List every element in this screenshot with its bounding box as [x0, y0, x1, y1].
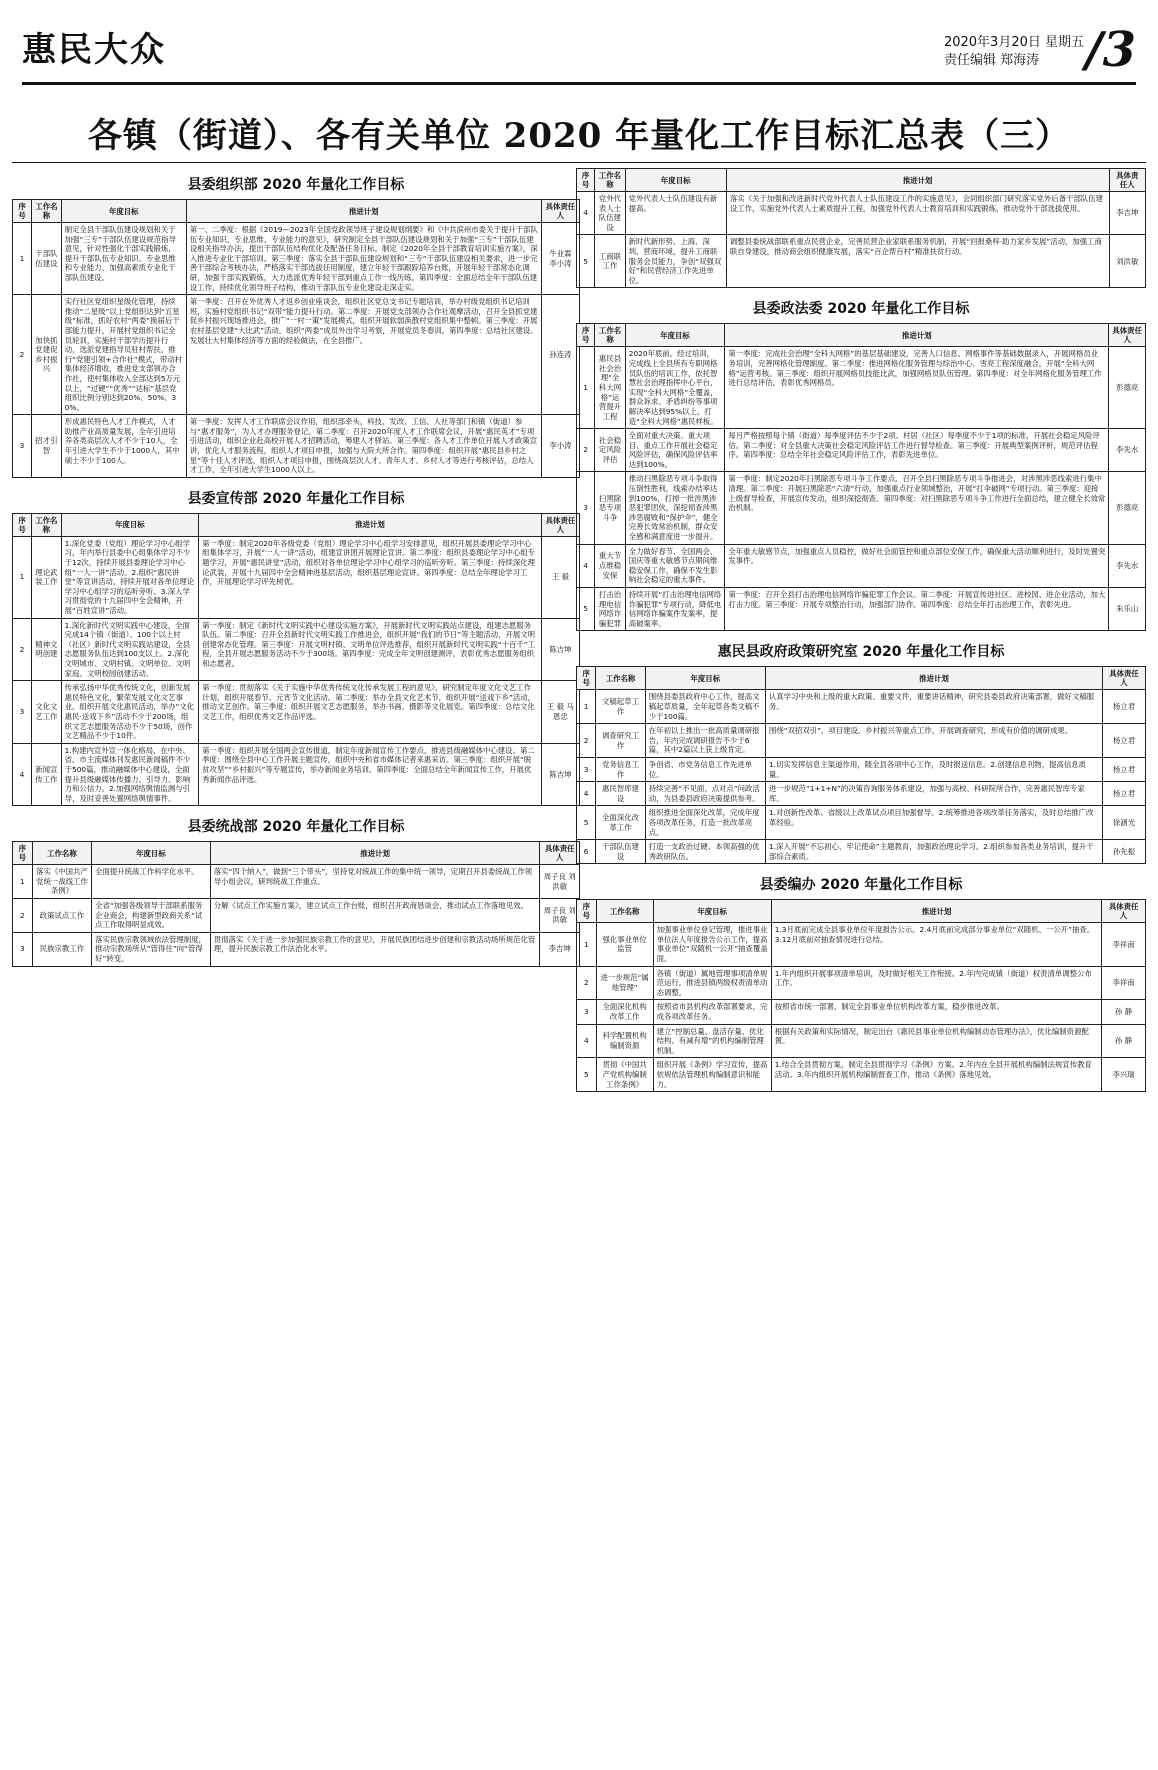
progress-plan: 落实“四个纳入”，做到“三个带头”，坚持党对统战工作的集中统一领导，定期召开县委统战工作领导小组会议，研判统战工作重点。: [210, 865, 540, 899]
column-header: 推进计划: [210, 842, 540, 865]
progress-plan: 贯彻落实《关于进一步加强民族宗教工作的意见》，开展民族团结进步创建和宗教活动场所规范化管理，提升民族宗教工作法治化水平。: [210, 932, 540, 966]
column-header: 工作名称: [595, 169, 625, 192]
row-number: 4: [577, 544, 595, 587]
responsible-person: 杨立君: [1103, 724, 1146, 758]
row-number: 1: [13, 536, 32, 618]
progress-plan: 第一季度：完成社会治理“全科大网格”的基层基础建设，完善人口信息、网格事件等基础数据录入，开展网格员业务培训，完善网格化管理制度。第二季度：推进网格化服务管理与综治中心、雪亮工程深度融合，开展“全科大网格”运营考核。第三季度：组织开展网格员技能比武，加强网格员队伍管理。第四季度：对全年网格化服务管理工作进行总结评估，表彰优秀网格员。: [725, 347, 1109, 429]
annual-goal: 组织开展《条例》学习宣传，提高依规依法管理机构编制意识和能力。: [653, 1058, 771, 1092]
targets-table: [12, 513, 580, 806]
progress-plan: 按照省市统一部署，制定全县事业单位机构改革方案，稳步推进改革。: [771, 1000, 1101, 1024]
task-name: 科学配置机构编制资源: [596, 1024, 653, 1058]
row-number: 2: [13, 295, 32, 415]
section-title: 县委组织部 2020 年量化工作目标: [187, 177, 405, 193]
progress-plan: 认真学习中央和上级的重大政策、重要文件，重要讲话精神，研究县委县政府决策部署，做好文稿服务。: [765, 690, 1102, 724]
row-number: 3: [577, 472, 595, 544]
column-header: 年度目标: [653, 900, 771, 923]
row-number: 5: [577, 806, 596, 840]
task-name: 全面深化改革工作: [596, 806, 645, 840]
targets-table: [576, 666, 1146, 864]
row-number: 1: [577, 347, 595, 429]
table-row: [13, 295, 580, 415]
row-number: 2: [13, 618, 32, 681]
column-header: 具体责任人: [540, 842, 580, 865]
task-name: 文化文艺工作: [32, 681, 62, 744]
annual-goal: 新时代新形势、上海、深圳、营商环境，提升工商联服务会员能力，争创“双强双好”和民营经济工作先进单位。: [625, 235, 726, 288]
annual-goal: 推动扫黑除恶专项斗争取得压倒性胜利，线索办结率达到100%，打掉一批涉黑涉恶犯罪团伙，深挖彻查涉黑涉恶腐败和“保护伞”，健全完善长效常治机制，群众安全感和满意度进一步提升。: [625, 472, 725, 544]
table-row: [13, 932, 580, 966]
responsible-person: 彭德亮: [1109, 472, 1146, 544]
table-row: [13, 681, 580, 744]
row-number: 3: [577, 1000, 597, 1024]
task-name: 惠民智库建设: [596, 782, 645, 806]
task-name: 落实《中国共产党统一战线工作条例》: [32, 865, 91, 899]
progress-plan: 第一季度：召开在外优秀人才返乡创业座谈会，组织社区党总支书记专题培训，举办村级党组织书记培训班，实施村党组织书记“双带”能力提升行动。第二季度：开展党支部领办合作社观摩活动，召开全县抓党建促乡村振兴现场推进会，推广“一村一策”发展模式，组织开展软弱涣散村党组织集中整顿。第三季度：开展农村基层党建“大比武”活动，组织“两委”成员外出学习考察，开展党员冬春训。第四季度：总结社区建设、发展壮大村集体经济等方面的经验做法，在全县推广。: [186, 295, 541, 415]
responsible-person: 王 毅: [541, 536, 579, 618]
annual-goal: 全省“加强各级领导干部联系服务企业商会，构建新型政商关系”试点工作取得明显成效。: [92, 899, 211, 933]
column-header: 年度目标: [61, 200, 186, 223]
annual-goal: 持续完善“不见面、点对点”问政活动，为县委县政府决策提供参考。: [645, 782, 765, 806]
table-row: [577, 690, 1146, 724]
task-name: 贯彻《中国共产党机构编制工作条例》: [596, 1058, 653, 1092]
annual-goal: 2020年底前，经过培训，完成线上全县所有专职网格员队伍的培训工作，依托智慧社会治理指挥中心平台，实现“全科大网格”全覆盖，群众诉求、矛盾纠纷等事项解决率达到95%以上，打造“全科大网格”惠民样板。: [625, 347, 725, 429]
responsible-person: 李祥南: [1102, 966, 1146, 1000]
column-header: 具体责任人: [541, 513, 579, 536]
page-number: /3: [1085, 22, 1136, 78]
progress-plan: 第一季度：制定《新时代文明实践中心建设实施方案》，开展新时代文明实践站点建设，组建志愿服务队伍。第二季度：召开全县新时代文明实践工作推进会，组织开展“我们的节日”等主题活动，开展文明创建常态化管理。第三季度：开展文明村镇、文明单位评选推荐，组织开展新时代文明实践“十百千”工程，全县开展志愿服务活动不少于300场。第四季度：完成全年文明创建测评，表彰优秀志愿服务组织和志愿者。: [199, 618, 542, 681]
column-header: 序号: [13, 200, 32, 223]
annual-goal: 打造一支政治过硬、本领高强的优秀政研队伍。: [645, 840, 765, 864]
table-row: [577, 544, 1146, 587]
progress-plan: 第一季度：组织开展全国两会宣传报道，制定年度新闻宣传工作要点，推进县级融媒体中心建设。第二季度：围绕全县中心工作开展主题宣传，组织中央和省市媒体记者来惠采访。第三季度：组织开展“脱贫攻坚”“乡村振兴”等专题宣传，举办新闻业务培训。第四季度：全面总结全年新闻宣传工作，开展优秀新闻作品评选。: [199, 743, 542, 806]
progress-plan: 每月严格按照每个镇（街道）每季度评估不少于2项、村居（社区）每季度不少于1项的标准，开展社会稳定风险评估。第二季度：对全县重大决策社会稳定风险评估工作进行督导检查。第三季度：开展典型案例评析，规范评估程序。第四季度：总结全年社会稳定风险评估工作，表彰先进单位。: [725, 429, 1109, 472]
annual-goal: 争创省、市党务信息工作先进单位。: [645, 757, 765, 781]
task-name: 干部队伍建设: [596, 840, 645, 864]
table-row: [577, 347, 1146, 429]
progress-plan: 围绕“双招双引”、项目建设、乡村振兴等重点工作，开展调查研究，形成有价值的调研成果。: [765, 724, 1102, 758]
targets-table: [12, 199, 580, 478]
responsible-person: 彭德亮: [1109, 347, 1146, 429]
annual-goal: 各镇（街道）属地管理事项清单规范运行，推进县镇两级权责清单动态调整。: [653, 966, 771, 1000]
responsible-person: 刘洪敏: [1109, 235, 1145, 288]
section-title: 惠民县政府政策研究室 2020 年量化工作目标: [717, 644, 1005, 661]
column-header: 序号: [13, 842, 33, 865]
table-row: [13, 415, 580, 478]
annual-goal: 建立“控制总量、盘活存量、优化结构、有减有增”的机构编制管理机制。: [653, 1024, 771, 1058]
task-name: 调查研究工作: [596, 724, 645, 758]
responsible-person: 李小涛: [541, 415, 579, 478]
annual-goal: 组织推进全面深化改革，完成年度各项改革任务，打造一批改革亮点。: [645, 806, 765, 840]
annual-goal: 1.深化党委（党组）理论学习中心组学习，年内举行县委中心组集体学习不少于12次，持续开展县委理论学习中心组“一人一讲”活动。2.组织“惠民讲堂”等宣讲活动，持续开展对各单位理论学习中心组学习的巡听旁听。3.深入学习贯彻党的十九届四中全会精神，开展“百姓宣讲”活动。: [61, 536, 199, 618]
task-name: 新闻宣传工作: [32, 743, 62, 806]
column-header: 具体责任人: [541, 200, 579, 223]
row-number: 4: [577, 1024, 597, 1058]
table-row: [577, 966, 1146, 1000]
row-number: 1: [13, 865, 33, 899]
responsible-person: 孙 静: [1102, 1024, 1146, 1058]
responsible-person: 孙 静: [1102, 1000, 1146, 1024]
responsible-person: 陈吉坤: [541, 618, 579, 681]
responsible-person: 孙先振: [1103, 840, 1146, 864]
column-header: 工作名称: [32, 200, 62, 223]
table-row: [577, 782, 1146, 806]
responsible-person: 李吉坤: [540, 932, 580, 966]
column-header: 推进计划: [199, 513, 542, 536]
column-header: 具体责任人: [1103, 667, 1146, 690]
section-title: 县委宣传部 2020 年量化工作目标: [187, 490, 405, 507]
responsible-person: 朱乐山: [1109, 588, 1146, 631]
row-number: 2: [577, 724, 596, 758]
progress-plan: 第一季度：发挥人才工作联席会议作用，组织部牵头，科技、发改、工信、人社等部门和镇（街道）参与“惠才服务”，为人才办理服务登记。第二季度：召开2020年度人才工作联席会议，开展“惠民英才”专项引进活动，组织企业赴高校开展人才招聘活动，筹建人才驿站。第三季度：各人才工作单位开展人才政策宣讲，优化人才服务流程，组织人才项目申报，加强与大院大所合作。第四季度：组织开展“惠民县乡村之星”等十佳人才评选，组织人才项目申报，围绕高层次人才、青年人才、乡村人才等进行考核评估，总结人才工作，全年引进大学生1000人以上。: [186, 415, 541, 478]
section-5: [576, 641, 1146, 864]
table-row: [577, 429, 1146, 472]
responsible-person: 周子良 刘洪敏: [540, 865, 580, 899]
progress-plan: 落实《关于加强和改进新时代党外代表人士队伍建设工作的实施意见》，会同组织部门研究落实党外后备干部队伍建设工作，实施党外代表人士素质提升工程，加强党外代表人士教育培训和实践锻炼，推动党外干部选拔使用。: [726, 192, 1109, 235]
column-header: 工作名称: [32, 513, 62, 536]
column-header: 序号: [13, 513, 32, 536]
table-row: [577, 806, 1146, 840]
progress-plan: 第一季度：召开全县打击治理电信网络诈骗犯罪工作会议。第二季度：开展宣传进社区、进校园、进企业活动，加大打击力度。第三季度：开展专项整治行动，加强部门协作。第四季度：总结全年打击治理工作，表彰先进。: [725, 588, 1109, 631]
table-row: [13, 223, 580, 295]
task-name: 社会稳定风险评估: [595, 429, 625, 472]
annual-goal: 持续开展“打击治理电信网络诈骗犯罪”专项行动，降低电信网络诈骗案件发案率，提高破案率。: [625, 588, 725, 631]
column-header: 年度目标: [645, 667, 765, 690]
progress-plan: 1.对创新性改革、省级以上改革试点项目加强督导。2.统筹推进各项改革任务落实，及时总结推广改革经验。: [765, 806, 1102, 840]
annual-goal: 加强事业单位登记管理，推进事业单位法人年度报告公示工作，提高事业单位“双随机一公开”抽查覆盖面。: [653, 923, 771, 966]
column-header: 年度目标: [625, 169, 726, 192]
task-name: 全面深化机构改革工作: [596, 1000, 653, 1024]
section-title: 县委编办 2020 年量化工作目标: [759, 877, 963, 894]
table-row: [577, 235, 1146, 288]
responsible-person: 李先水: [1109, 544, 1146, 587]
progress-plan: 第一季度：制定2020年各级党委（党组）理论学习中心组学习安排意见，组织开展县委理论学习中心组集体学习，开展“一人一讲”活动，组建宣讲团开展理论宣讲。第二季度：组织县委理论学习中心组专题学习，开展“惠民讲堂”活动，组织对各单位理论学习中心组学习的巡听旁听。第三季度：持续深化理论武装，开展十九届四中全会精神进基层活动，组织基层理论宣讲。第四季度：总结全年理论学习工作，开展理论学习评先树优。: [199, 536, 542, 618]
section-0: [12, 174, 580, 478]
column-header: 工作名称: [596, 900, 653, 923]
progress-plan: 全年重大敏感节点，加强重点人员稳控，做好社会面管控和重点部位安保工作，确保重大活动顺利进行，及时处置突发事件。: [725, 544, 1109, 587]
annual-goal: 围绕县委县政府中心工作，提高文稿起草质量，全年起草各类文稿不少于100篇。: [645, 690, 765, 724]
table-row: [577, 840, 1146, 864]
task-name: 加快抓党建促乡村振兴: [32, 295, 62, 415]
responsible-person: 牛业霖 李小涛: [541, 223, 579, 295]
column-header: 工作名称: [32, 842, 91, 865]
table-row: [577, 757, 1146, 781]
responsible-person: 周子良 刘洪敏: [540, 899, 580, 933]
column-header: 推进计划: [771, 900, 1101, 923]
annual-goal: 在年初以上推出一批高质量调研报告，年内完成调研报告不少于6篇，其中2篇以上获上级肯定。: [645, 724, 765, 758]
newspaper-logo: 惠民大众: [22, 30, 166, 70]
responsible-person: 李先水: [1109, 429, 1146, 472]
progress-plan: 1.结合全县贯彻方案，制定全县贯彻学习《条例》方案。2.年内在全县开展机构编制法规宣传教育活动。3.年内组织开展机构编制督查工作，推动《条例》落地见效。: [771, 1058, 1101, 1092]
task-name: 扫黑除恶专项斗争: [595, 472, 625, 544]
table-row: [577, 923, 1146, 966]
responsible-person: 徐涵光: [1103, 806, 1146, 840]
masthead-rule: [22, 82, 1136, 85]
responsible-person: 孙连涛: [541, 295, 579, 415]
annual-goal: 全面提升统战工作科学化水平。: [92, 865, 211, 899]
task-name: 打击治理电信网络诈骗犯罪: [595, 588, 625, 631]
page-title: 各镇（街道）、各有关单位 2020 年量化工作目标汇总表（三）: [87, 116, 1071, 156]
responsible-person: 杨立君: [1103, 690, 1146, 724]
progress-plan: 1.3月底前完成全县事业单位年度报告公示。2.4月底前完成部分事业单位“双随机、一公开”抽查。3.12月底前对抽查情况进行总结。: [771, 923, 1101, 966]
progress-plan: 1.深入开展“不忘初心、牢记使命”主题教育，加强政治理论学习。2.组织参加各类业务培训，提升干部综合素质。: [765, 840, 1102, 864]
responsible-person: 李吉坤: [1109, 192, 1145, 235]
section-6: [576, 874, 1146, 1092]
column-header: 推进计划: [186, 200, 541, 223]
task-name: 重大节点维稳安保: [595, 544, 625, 587]
column-header: 序号: [577, 900, 597, 923]
task-name: 工商联工作: [595, 235, 625, 288]
row-number: 2: [577, 966, 597, 1000]
row-number: 5: [577, 1058, 597, 1092]
annual-goal: 落实民族宗教领域依法管理制度，推动宗教场所从“管得住”向“管得好”转变。: [92, 932, 211, 966]
responsible-person: 李祥南: [1102, 923, 1146, 966]
task-name: 民族宗教工作: [32, 932, 91, 966]
targets-table: [12, 841, 580, 966]
responsible-person: 杨立君: [1103, 782, 1146, 806]
task-name: 进一步规范“属地管理”: [596, 966, 653, 1000]
row-number: 2: [13, 899, 33, 933]
annual-goal: 全力做好春节、全国两会、国庆等重大敏感节点期间维稳安保工作，确保不发生影响社会稳定的重大事件。: [625, 544, 725, 587]
annual-goal: 按照省市县机构改革部署要求，完成各项改革任务。: [653, 1000, 771, 1024]
row-number: 5: [577, 235, 595, 288]
task-name: 精神文明创建: [32, 618, 62, 681]
task-name: 强化事业单位监管: [596, 923, 653, 966]
section-4: [576, 298, 1146, 631]
row-number: 1: [13, 223, 32, 295]
section-3: [576, 168, 1146, 288]
column-header: 序号: [577, 667, 596, 690]
section-title: 县委统战部 2020 年量化工作目标: [187, 819, 405, 836]
table-row: [577, 724, 1146, 758]
issue-date: 2020年3月20日 星期五: [943, 35, 1084, 50]
date-block: [944, 34, 1084, 70]
row-number: 6: [577, 840, 596, 864]
targets-table: [576, 168, 1146, 288]
task-name: 文稿起草工作: [596, 690, 645, 724]
title-rule: [12, 162, 1146, 163]
table-row: [577, 1024, 1146, 1058]
column-header: 推进计划: [726, 169, 1109, 192]
responsible-person: 杨立君: [1103, 757, 1146, 781]
section-title: 县委政法委 2020 年量化工作目标: [752, 301, 970, 318]
table-row: [13, 618, 580, 681]
task-name: 党务信息工作: [596, 757, 645, 781]
row-number: 4: [13, 743, 32, 806]
progress-plan: 第一、二季度：根据《2019—2023年全国党政领导班子建设规划纲要》和《中共滨州市委关于提升干部队伍专业知识、专业思维、专业能力的意见》，研究制定全县干部队伍建设规划和关于加强“三专”干部队伍建设相关指导办法，提出干部队伍结构优化及配备任务目标。制定《2020年全县干部教育培训实施方案》，深入推进专业化干部培训。第三季度：落实全县干部队伍建设规划和“三专”干部队伍建设相关要求，进一步完善干部综合考核办法，严格落实干部选拔任用制度，建立年轻干部跟踪培养台账，开展年轻干部常态化调研，加强干部实践锻炼，大力选派优秀年轻干部到重点工作一线历练。第四季度：全面总结全年干部队伍建设工作，持续优化领导班子结构，推动干部队伍专业化建设走深走实。: [186, 223, 541, 295]
task-name: 理论武装工作: [32, 536, 62, 618]
row-number: 5: [577, 588, 595, 631]
column-header: 年度目标: [61, 513, 199, 536]
annual-goal: 制定全县干部队伍建设规划和关于加强“三专”干部队伍建设规范指导意见，针对性强化干部实践锻炼，提升干部队伍专业知识、专业思维和专业能力，加强高素质专业化干部队伍建设。: [61, 223, 186, 295]
row-number: 1: [577, 923, 597, 966]
targets-table: [576, 323, 1146, 631]
column-header: 年度目标: [92, 842, 211, 865]
column-header: 具体责任人: [1109, 169, 1145, 192]
right-column: [576, 168, 1146, 1102]
progress-plan: 第一季度：贯彻落实《关于实施中华优秀传统文化传承发展工程的意见》，研究制定年度文化文艺工作计划，组织开展春节、元宵节文化活动。第二季度：举办全县文化艺术节，组织开展“送戏下乡”活动，推动文艺创作。第三季度：组织开展文艺志愿服务，举办书画、摄影等文化展览。第四季度：总结文化文艺工作，组织优秀文艺作品评选。: [199, 681, 542, 744]
task-name: 党外代表人士队伍建设: [595, 192, 625, 235]
table-row: [577, 192, 1146, 235]
row-number: 3: [13, 681, 32, 744]
responsible-person: 王 毅 马恩忠: [541, 681, 579, 744]
left-column: [12, 168, 580, 977]
annual-goal: 实行社区党组织星级化管理，持续推动“二星级”以上党组织达到“五星级”标准，抓好农村“两委”换届后干部能力提升，开展村党组织书记全员轮训，实施村干部学历提升行动，选派党建指导员驻村帮扶，推行“党建引领+合作社”模式，带动村集体经济增收，推进党支部领办合作社，使村集体收入全部达到5万元以上，“过硬”“优秀”“达标”基层党组织比例分别达到20%、50%、30%。: [61, 295, 186, 415]
table-row: [13, 743, 580, 806]
table-row: [577, 472, 1146, 544]
column-header: 序号: [577, 324, 595, 347]
task-name: 干部队伍建设: [32, 223, 62, 295]
table-row: [13, 865, 580, 899]
table-row: [13, 899, 580, 933]
row-number: 4: [577, 782, 596, 806]
column-header: 工作名称: [596, 667, 645, 690]
targets-table: [576, 899, 1146, 1092]
table-row: [577, 1000, 1146, 1024]
row-number: 1: [577, 690, 596, 724]
annual-goal: 全面对重大决策、重大项目、重点工作开展社会稳定风险评估，确保风险评估率达到100%。: [625, 429, 725, 472]
responsible-editor: 责任编辑 郑海涛: [943, 53, 1040, 68]
column-header: 推进计划: [725, 324, 1109, 347]
annual-goal: 形成惠民特色人才工作模式，人才助推产业高质量发展，全年引进培养各类高层次人才不少于10人，全年引进大学生不少于1000人，其中硕士不少于100人。: [61, 415, 186, 478]
annual-goal: 1.构建内宣外宣一体化格局，在中央、省、市主流媒体刊发惠民新闻稿件不少于500篇，推动融媒体中心建设，全面提升县级融媒体传播力、引导力、影响力和公信力。2.加强网络舆情监测与引导，及时妥善处置网络舆情事件。: [61, 743, 199, 806]
progress-plan: 第一季度：制定2020年扫黑除恶专项斗争工作要点，召开全县扫黑除恶专项斗争推进会，对涉黑涉恶线索进行集中清理。第二季度：开展扫黑除恶“六清”行动，加强重点行业领域整治，开展“打伞破网”专项行动。第三季度：迎接上级督导检查，开展宣传发动，组织深挖彻查。第四季度：对扫黑除恶专项斗争工作进行全面总结，建立健全长效常治机制。: [725, 472, 1109, 544]
annual-goal: 传承弘扬中华优秀传统文化，创新发展惠民特色文化，繁荣发展文化文艺事业。组织开展文化惠民活动，举办“文化惠民·送戏下乡”活动不少于200场，组织文艺志愿服务活动不少于50场，创作文艺精品不少于10件。: [61, 681, 199, 744]
column-header: 具体责任人: [1102, 900, 1146, 923]
column-header: 序号: [577, 169, 595, 192]
masthead: [22, 22, 1136, 82]
task-name: 招才引智: [32, 415, 62, 478]
column-header: 推进计划: [765, 667, 1102, 690]
progress-plan: 1.年内组织开展事项清单培训，及时做好相关工作衔接。2.年内完成镇（街道）权责清单调整公布工作。: [771, 966, 1101, 1000]
row-number: 2: [577, 429, 595, 472]
progress-plan: 分解《试点工作实施方案》，建立试点工作台账，组织召开政商恳谈会，推动试点工作落地见效。: [210, 899, 540, 933]
column-header: 具体责任人: [1109, 324, 1146, 347]
section-1: [12, 488, 580, 806]
responsible-person: 李兴瑞: [1102, 1058, 1146, 1092]
progress-plan: 1.切实发挥信息主渠道作用，随全县各项中心工作，及时报送信息。2.创建信息刊物，提高信息质量。: [765, 757, 1102, 781]
row-number: 3: [13, 415, 32, 478]
progress-plan: 进一步规范“1+1+N”的决策咨询服务体系建设，加强与高校、科研院所合作，完善惠民智库专家库。: [765, 782, 1102, 806]
row-number: 4: [577, 192, 595, 235]
table-row: [577, 1058, 1146, 1092]
row-number: 3: [577, 757, 596, 781]
column-header: 工作名称: [595, 324, 625, 347]
progress-plan: 调整县委统战部联系重点民营企业，完善民营企业家联系服务机制，开展“回报桑梓·助力家乡发展”活动，加强工商联自身建设，推动商会组织健康发展，落实“百企帮百村”精准扶贫行动。: [726, 235, 1109, 288]
progress-plan: 根据有关政策和实际情况，制定出台《惠民县事业单位机构编制动态管理办法》，优化编制资源配置。: [771, 1024, 1101, 1058]
table-row: [13, 536, 580, 618]
task-name: 政策试点工作: [32, 899, 91, 933]
annual-goal: 党外代表人士队伍建设有新提高。: [625, 192, 726, 235]
table-row: [577, 588, 1146, 631]
annual-goal: 1.深化新时代文明实践中心建设，全面完成14个镇（街道）、100个以上村（社区）新时代文明实践站建设，全县志愿服务队伍达到100支以上。2.深化文明城市、文明村镇、文明单位、文明家庭、文明校园创建活动。: [61, 618, 199, 681]
row-number: 3: [13, 932, 33, 966]
task-name: 惠民县社会治理“全科大网格”运营提升工程: [595, 347, 625, 429]
responsible-person: 陈吉坤: [541, 743, 579, 806]
column-header: 年度目标: [625, 324, 725, 347]
section-2: [12, 816, 580, 966]
